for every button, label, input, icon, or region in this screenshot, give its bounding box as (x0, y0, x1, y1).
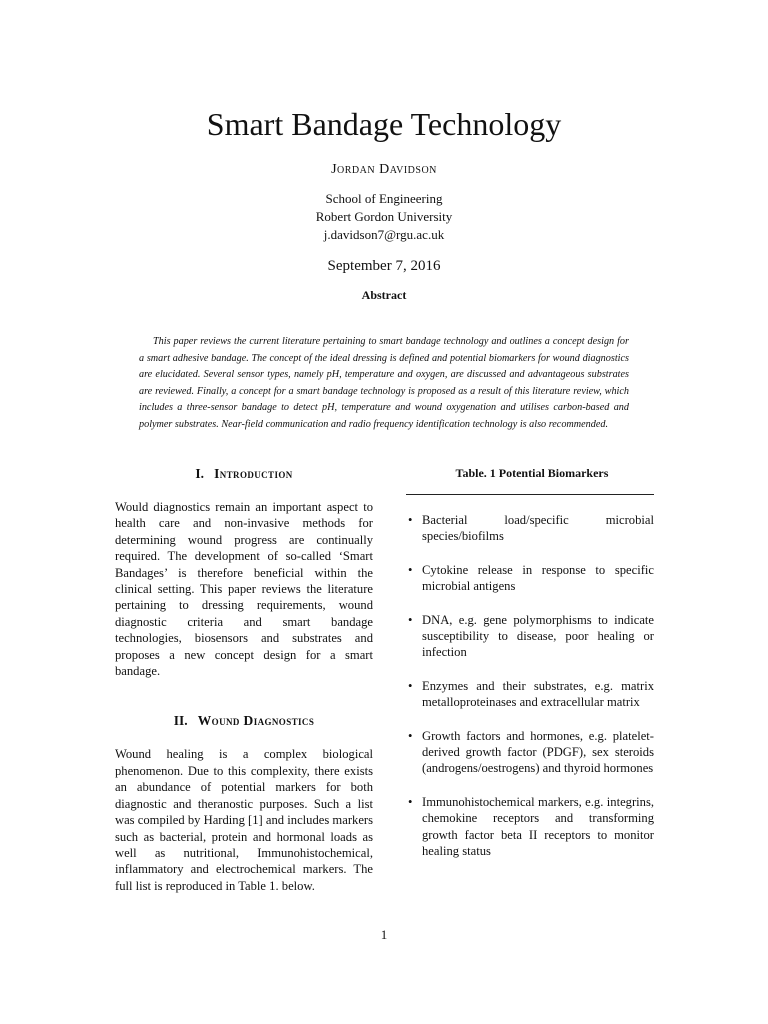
affiliation-email: j.davidson7@rgu.ac.uk (323, 227, 445, 242)
bullet-icon: • (408, 794, 413, 809)
list-item: • Growth factors and hormones, e.g. platelet-derived growth factor (PDGF), sex steroids (androgens/oestrogens) and thyroid hormones (408, 728, 654, 776)
section-numeral: II. (173, 713, 188, 729)
list-item: • Immunohistochemical markers, e.g. integrins, chemokine receptors and transforming growth factor beta II receptors to monitor healing status (408, 794, 654, 859)
section-title: Introduction (214, 466, 293, 481)
section-heading-introduction (115, 466, 373, 482)
section-heading-wound-diagnostics (115, 713, 373, 729)
table-rule (406, 494, 654, 495)
abstract-heading: Abstract (361, 288, 407, 302)
table-caption: Table. 1 Potential Biomarkers (455, 466, 609, 480)
bullet-icon: • (408, 562, 413, 577)
abstract-text: This paper reviews the current literature pertaining to smart bandage technology and outlines a concept design for a smart adhesive bandage. The concept of the ideal dressing is defined and potential biomarkers for wound diagnostics are elucidated. Several sensor types, namely pH, temperature and oxygen, are discussed and advantageous substrates are reviewed. Finally, a concept for a smart bandage technology is proposed as a result of this literature review, which includes a three-sensor bandage to detect pH, temperature and wound oxygenation and utilises carbon-based and polymer substrates. Near-field communication and radio frequency identification technology is also recommended. (139, 336, 629, 430)
affiliation-university: Robert Gordon University (315, 209, 453, 224)
list-item: • Cytokine release in response to specific microbial antigens (408, 562, 654, 594)
left-column (115, 466, 373, 894)
list-item: • Bacterial load/specific microbial species/biofilms (408, 513, 654, 544)
wound-diagnostics-paragraph: Wound healing is a complex biological phenomenon. Due to this complexity, there exists an abundance of potential markers for both diagnostic and theranostic purposes. Such a list was compiled by Harding [1] and includes markers such as bacterial, protein and hormonal loads as well as nutritional, Immunohistochemical, inflammatory and electrochemical markers. The full list is reproduced in Table 1. below. (115, 747, 373, 893)
page-number: 1 (380, 927, 388, 942)
list-item: • Enzymes and their substrates, e.g. matrix metalloproteinases and extracellular matrix (408, 678, 654, 710)
bullet-icon: • (408, 513, 413, 527)
publication-date: September 7, 2016 (327, 258, 441, 274)
biomarker-list (406, 512, 654, 860)
section-numeral: I. (195, 466, 204, 481)
introduction-paragraph: Would diagnostics remain an important aspect to health care and non-invasive methods for determining wound progress are continually required. The development of so-called ‘Smart Bandages’ is therefore beneficial within the clinical setting. This paper reviews the literature pertaining to dressing requirements, wound diagnostic criteria and smart bandage technologies, biosensors and substrates and proposes a new concept design for a smart bandage. (115, 500, 373, 679)
list-item: • DNA, e.g. gene polymorphisms to indicate susceptibility to disease, poor healing or infection (408, 612, 654, 660)
affiliation-department: School of Engineering (325, 191, 443, 206)
bullet-icon: • (408, 612, 413, 627)
bullet-icon: • (408, 678, 413, 693)
bullet-icon: • (408, 728, 413, 743)
section-title: Wound Diagnostics (197, 713, 315, 729)
author-name: Jordan Davidson (331, 162, 437, 177)
paper-title: Smart Bandage Technology (206, 106, 562, 142)
right-column (406, 466, 654, 877)
